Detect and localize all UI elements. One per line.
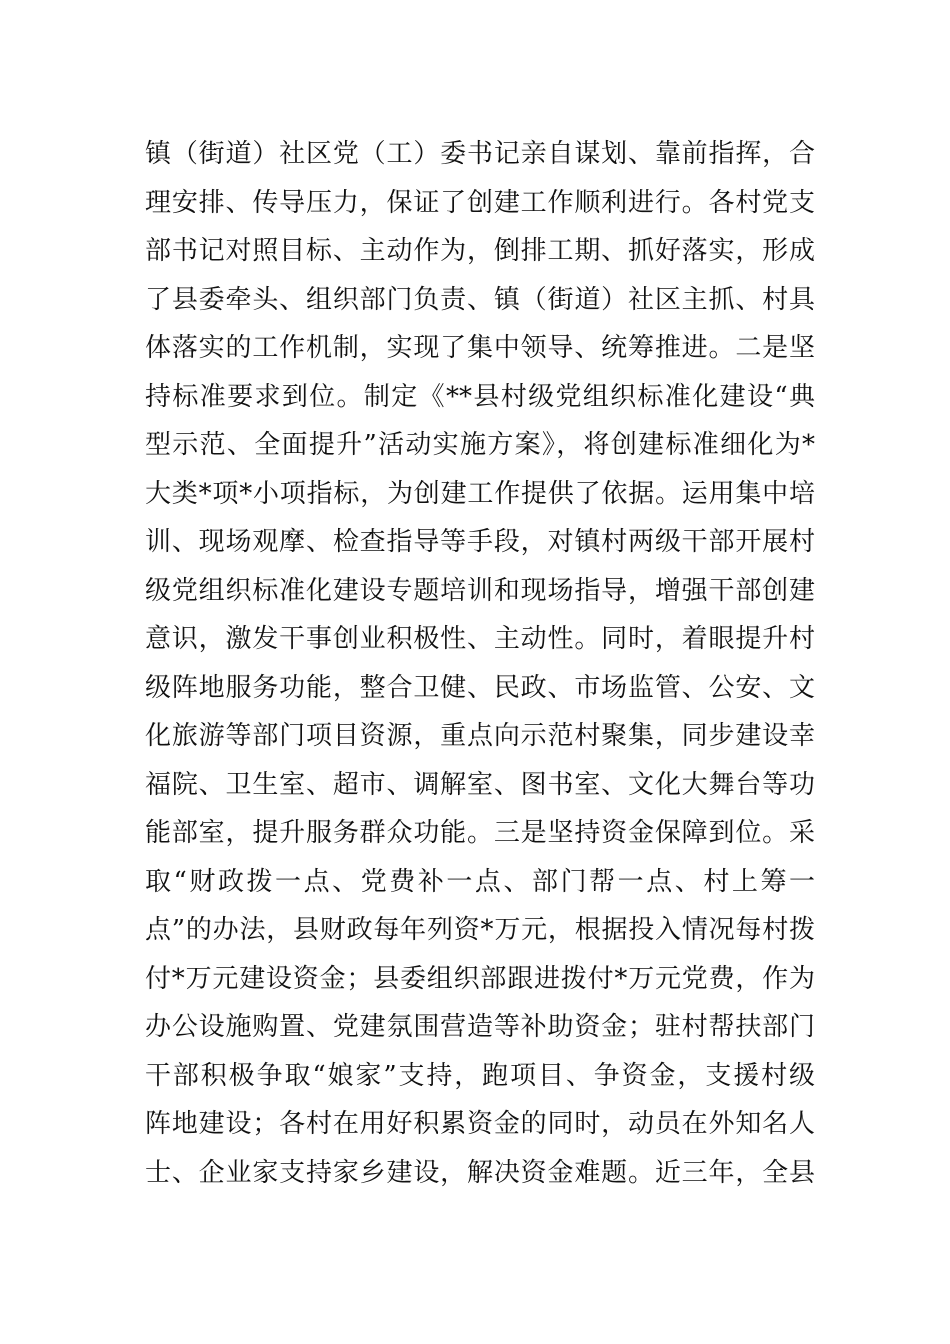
text-line: 阵地建设；各村在用好积累资金的同时，动员在外知名人	[145, 1109, 815, 1139]
text-line: 化旅游等部门项目资源，重点向示范村聚集，同步建设幸	[145, 721, 815, 751]
text-line: 士、企业家支持家乡建设，解决资金难题。近三年，全县	[145, 1157, 815, 1188]
text-line: 部书记对照目标、主动作为，倒排工期、抓好落实，形成	[145, 236, 815, 266]
text-line: 了县委牵头、组织部门负责、镇（街道）社区主抓、村具	[145, 284, 815, 315]
text-line: 点”的办法，县财政每年列资*万元，根据投入情况每村拨	[145, 915, 815, 945]
text-line: 福院、卫生室、超市、调解室、图书室、文化大舞台等功	[145, 769, 815, 800]
text-line: 镇（街道）社区党（工）委书记亲自谋划、靠前指挥，合	[145, 139, 815, 169]
text-line: 理安排、传导压力，保证了创建工作顺利进行。各村党支	[145, 187, 815, 218]
text-line: 干部积极争取“娘家”支持，跑项目、争资金，支援村级	[145, 1060, 815, 1091]
text-line: 级党组织标准化建设专题培训和现场指导，增强干部创建	[145, 575, 815, 606]
text-line: 型示范、全面提升”活动实施方案》，将创建标准细化为*	[145, 430, 815, 460]
text-line: 意识，激发干事创业积极性、主动性。同时，着眼提升村	[145, 624, 815, 654]
text-line: 持标准要求到位。制定《**县村级党组织标准化建设“典	[145, 381, 815, 412]
text-line: 级阵地服务功能，整合卫健、民政、市场监管、公安、文	[145, 672, 815, 703]
text-line: 训、现场观摩、检查指导等手段，对镇村两级干部开展村	[145, 527, 815, 557]
text-line: 付*万元建设资金；县委组织部跟进拨付*万元党费，作为	[145, 963, 815, 994]
text-line: 体落实的工作机制，实现了集中领导、统筹推进。二是坚	[145, 333, 815, 363]
text-line: 能部室，提升服务群众功能。三是坚持资金保障到位。采	[145, 818, 815, 848]
text-line: 大类*项*小项指标，为创建工作提供了依据。运用集中培	[145, 478, 815, 509]
body-paragraph	[145, 130, 815, 1197]
text-line: 办公设施购置、党建氛围营造等补助资金；驻村帮扶部门	[145, 1012, 815, 1042]
text-line: 取“财政拨一点、党费补一点、部门帮一点、村上筹一	[145, 866, 815, 897]
